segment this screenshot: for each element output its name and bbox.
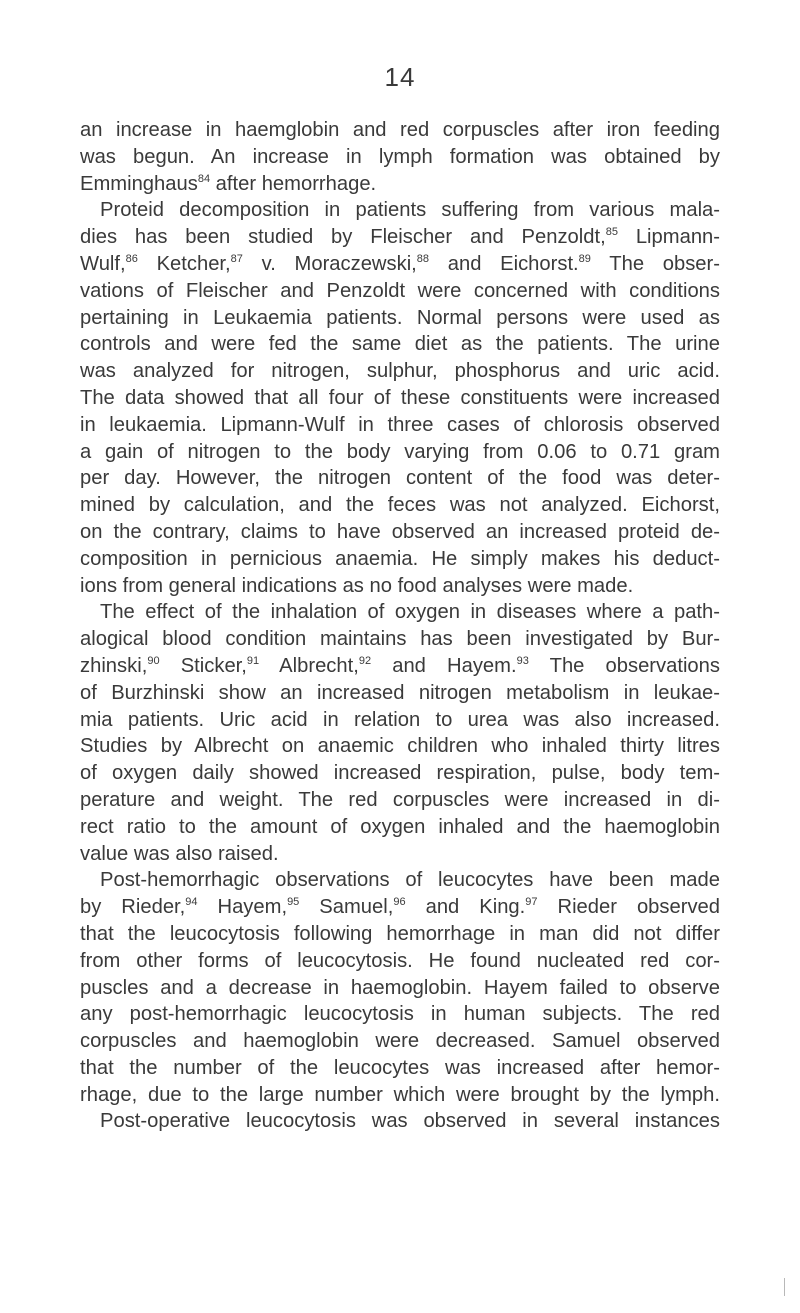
text-run: zhinski, (80, 654, 148, 677)
text-line (80, 519, 720, 546)
scan-artifact-mark (784, 1278, 788, 1296)
text-run: composition in pernicious anaemia. He simply makes his deduct- (80, 547, 720, 570)
text-line (80, 733, 720, 760)
text-run: that the number of the leucocytes was increased after hemor- (80, 1056, 720, 1079)
text-line (80, 546, 720, 573)
text-line (80, 573, 720, 600)
text-line (80, 278, 720, 305)
text-line (80, 465, 720, 492)
footnote-ref: 96 (393, 896, 406, 909)
footnote-ref: 88 (416, 252, 430, 265)
footnote-ref: 93 (516, 654, 529, 667)
text-line (80, 358, 720, 385)
text-run: The obser- (590, 252, 720, 275)
footnote-ref: 91 (246, 654, 260, 667)
text-run: dies has been studied by Fleischer and Penzoldt, (80, 226, 606, 249)
text-run: Hayem, (197, 896, 288, 919)
text-run: puscles and a decrease in haemoglobin. Hayem failed to observe (80, 976, 720, 999)
text-run: ions from general indications as no food analyses were made. (80, 574, 634, 597)
text-run: Lipmann- (617, 226, 720, 249)
text-run: on the contrary, claims to have observed an increased proteid de- (80, 520, 720, 543)
body-text (80, 117, 720, 1135)
text-run: value was also raised. (80, 842, 279, 865)
text-run: The observations (528, 654, 720, 677)
text-line (80, 948, 720, 975)
footnote-ref: 92 (358, 654, 372, 667)
text-run: alogical blood condition maintains has been investigated by Bur- (80, 628, 720, 651)
text-run: Wulf, (80, 252, 126, 275)
text-run: and Hayem. (371, 654, 517, 677)
footnote-ref: 84 (197, 172, 211, 185)
text-run: Sticker, (159, 654, 247, 677)
footnote-ref: 90 (147, 654, 160, 667)
text-run: any post-hemorrhagic leucocytosis in human subjects. The red (80, 1003, 720, 1026)
text-run: by Rieder, (80, 896, 186, 919)
text-line (80, 144, 720, 171)
text-run: Studies by Albrecht on anaemic children who inhaled thirty litres (80, 735, 720, 758)
text-run: an increase in haemglobin and red corpuscles after iron feeding (80, 119, 720, 141)
text-line (80, 439, 720, 466)
text-run: Post-hemorrhagic observations of leucocytes have been made (100, 869, 720, 892)
text-line (80, 224, 720, 251)
text-run: from other forms of leucocytosis. He found nucleated red cor- (80, 949, 720, 972)
footnote-ref: 87 (230, 252, 243, 265)
text-line (80, 867, 720, 894)
text-run: Samuel, (299, 896, 394, 919)
text-run: after hemorrhage. (210, 172, 377, 195)
text-line (80, 197, 720, 224)
text-run: was analyzed for nitrogen, sulphur, phosphorus and uric acid. (80, 360, 720, 383)
text-line (80, 760, 720, 787)
text-line (80, 1001, 720, 1028)
text-line (80, 1082, 720, 1109)
text-line (80, 841, 720, 868)
text-line (80, 1108, 720, 1135)
text-line (80, 680, 720, 707)
text-run: controls and were fed the same diet as the patients. The urine (80, 333, 720, 356)
text-run: Post-operative leucocytosis was observed in several instances (100, 1110, 720, 1133)
footnote-ref: 94 (185, 896, 198, 909)
text-line (80, 412, 720, 439)
text-line (80, 1028, 720, 1055)
text-run: perature and weight. The red corpuscles were increased in di- (80, 788, 720, 811)
text-line (80, 331, 720, 358)
text-run: The effect of the inhalation of oxygen in diseases where a path- (100, 601, 720, 624)
text-line (80, 921, 720, 948)
text-line (80, 492, 720, 519)
text-run: corpuscles and haemoglobin were decreased. Samuel observed (80, 1030, 720, 1053)
page-number: 14 (384, 62, 416, 92)
text-run: of oxygen daily showed increased respiration, pulse, body tem- (80, 762, 720, 785)
text-line (80, 626, 720, 653)
text-run: mined by calculation, and the feces was not analyzed. Eichorst, (80, 494, 720, 517)
text-run: a gain of nitrogen to the body varying from 0.06 to 0.71 gram (80, 440, 720, 463)
text-line (80, 787, 720, 814)
text-line (80, 171, 720, 198)
text-line (80, 251, 720, 278)
footnote-ref: 95 (287, 896, 300, 909)
text-run: Emminghaus (80, 172, 198, 195)
text-run: The data showed that all four of these constituents were increased (80, 386, 720, 409)
text-run: vations of Fleischer and Penzoldt were concerned with conditions (80, 279, 720, 302)
text-line (80, 653, 720, 680)
text-run: and King. (405, 896, 526, 919)
footnote-ref: 86 (125, 252, 138, 265)
text-run: and Eichorst. (429, 252, 579, 275)
text-run: in leukaemia. Lipmann-Wulf in three cases of chlorosis observed (80, 413, 720, 436)
text-line (80, 117, 720, 144)
footnote-ref: 85 (605, 226, 618, 239)
text-line (80, 975, 720, 1002)
text-run: Albrecht, (259, 654, 359, 677)
text-run: of Burzhinski show an increased nitrogen metabolism in leukae- (80, 681, 720, 704)
footnote-ref: 89 (578, 252, 591, 265)
footnote-ref: 97 (525, 896, 538, 909)
text-run: mia patients. Uric acid in relation to urea was also increased. (80, 708, 720, 731)
text-line (80, 599, 720, 626)
text-line (80, 1055, 720, 1082)
text-run: per day. However, the nitrogen content of the food was deter- (80, 467, 720, 490)
text-run: that the leucocytosis following hemorrhage in man did not differ (80, 922, 720, 945)
text-run: rhage, due to the large number which were brought by the lymph. (80, 1083, 720, 1106)
text-run: rect ratio to the amount of oxygen inhaled and the haemoglobin (80, 815, 720, 838)
text-run: was begun. An increase in lymph formation was obtained by (80, 145, 720, 168)
text-run: v. Moraczewski, (242, 252, 417, 275)
text-line (80, 305, 720, 332)
text-line (80, 894, 720, 921)
text-run: Ketcher, (137, 252, 231, 275)
text-line (80, 385, 720, 412)
text-line (80, 814, 720, 841)
text-run: pertaining in Leukaemia patients. Normal persons were used as (80, 306, 720, 329)
text-run: Rieder observed (537, 896, 720, 919)
text-run: Proteid decomposition in patients suffering from various mala- (100, 199, 720, 222)
text-line (80, 707, 720, 734)
